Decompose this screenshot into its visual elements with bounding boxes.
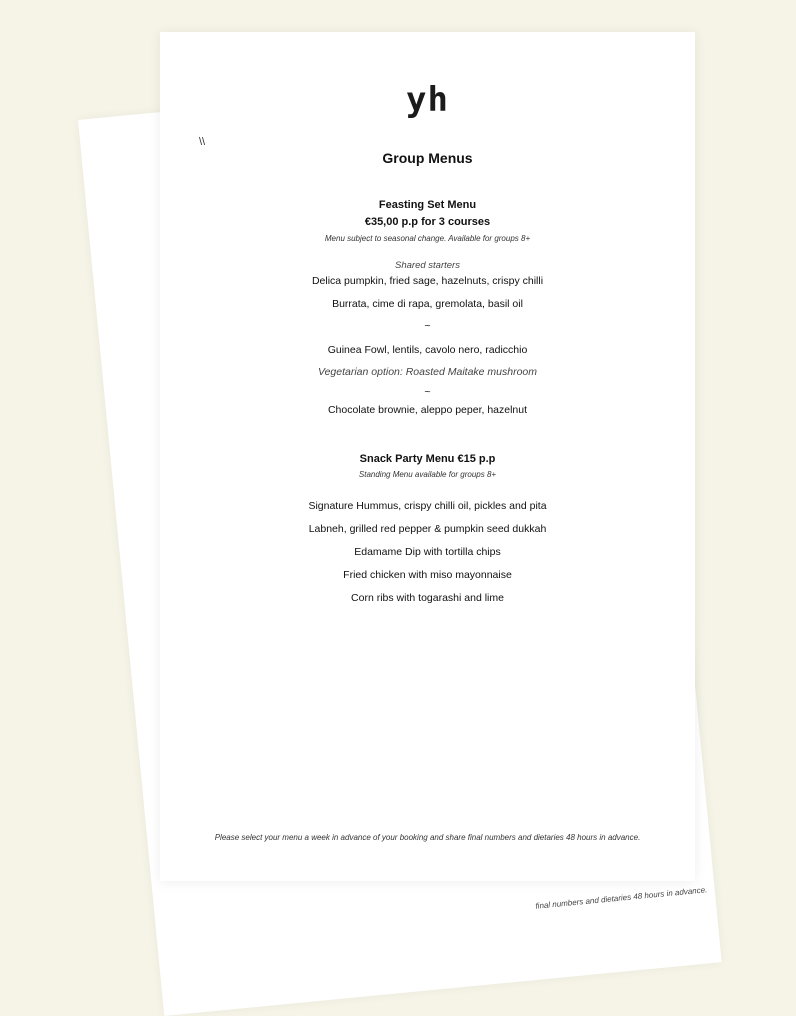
course-separator: ~: [424, 320, 431, 332]
front-menu-page: [160, 32, 695, 881]
snack-item: Edamame Dip with tortilla chips: [354, 546, 501, 558]
feasting-note: Menu subject to seasonal change. Available for groups 8+: [324, 234, 531, 243]
feasting-heading: Feasting Set Menu: [378, 199, 477, 211]
starter-item: Burrata, cime di rapa, gremolata, basil oil: [332, 298, 523, 310]
footer-note: Please select your menu a week in advance of your booking and share final numbers and dietaries 48 hours in advance.: [214, 833, 641, 842]
main-course: Guinea Fowl, lentils, cavolo nero, radicchio: [327, 344, 528, 356]
logo: yh: [406, 80, 449, 120]
snack-heading: Snack Party Menu €15 p.p: [359, 453, 496, 465]
dessert: Chocolate brownie, aleppo peper, hazelnut: [327, 404, 528, 416]
back-page-footer-note: final numbers and dietaries 48 hours in advance.: [535, 885, 708, 911]
snack-note: Standing Menu available for groups 8+: [358, 470, 497, 479]
starters-label: Shared starters: [395, 260, 460, 271]
snack-item: Fried chicken with miso mayonnaise: [343, 569, 512, 581]
feasting-price: €35,00 p.p for 3 courses: [364, 216, 491, 228]
vegetarian-option: Vegetarian option: Roasted Maitake mushroom: [317, 366, 538, 378]
page-mark: \\: [199, 136, 206, 148]
snack-item: Labneh, grilled red pepper & pumpkin seed dukkah: [308, 523, 547, 535]
snack-item: Corn ribs with togarashi and lime: [351, 592, 504, 604]
starter-item: Delica pumpkin, fried sage, hazelnuts, crispy chilli: [311, 275, 544, 287]
course-separator: ~: [424, 386, 431, 398]
snack-item: Signature Hummus, crispy chilli oil, pickles and pita: [308, 500, 547, 512]
page-title: Group Menus: [382, 150, 473, 166]
